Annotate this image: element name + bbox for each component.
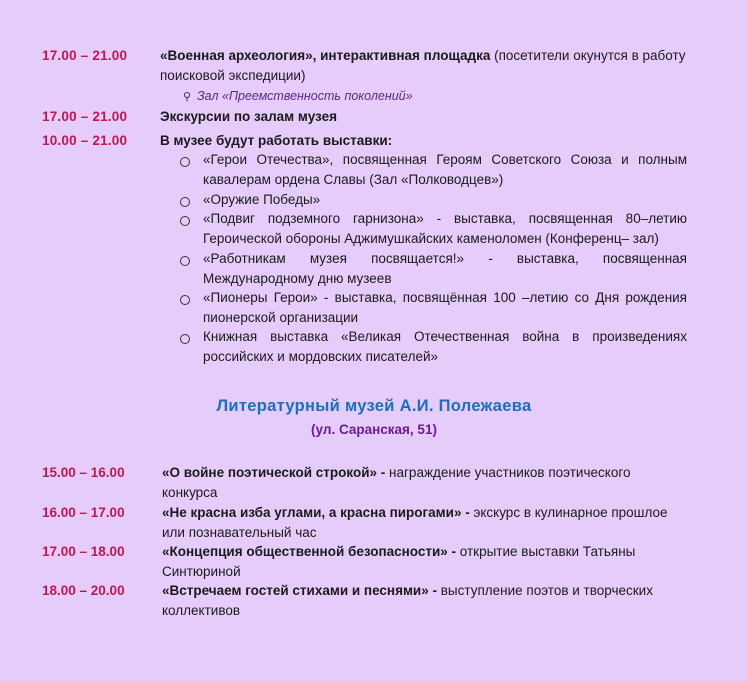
program-title: «Встречаем гостей стихами и песнями» - [162,583,437,598]
circle-bullet-icon [180,197,190,207]
program-detail-line2: или познавательный час [162,525,317,540]
list-item: «Работникам музея посвящается!» - выставка, посвященная [203,251,687,266]
program-detail-line2: конкурса [162,485,218,500]
event-time: 10.00 – 21.00 [42,133,128,148]
event-title: В музее будут работать выставки: [160,133,393,148]
list-item-line2: пионерской организации [203,310,359,325]
program-detail: открытие выставки Татьяны [456,544,636,559]
program-title: «Концепция общественной безопасности» - [162,544,457,559]
program-title: «Не красна изба углами, а красна пирогами» - [162,505,470,520]
event-detail: (посетители окунутся в работу [490,48,686,63]
list-item-line2: российских и мордовских писателей» [203,349,439,364]
list-item: «Подвиг подземного гарнизона» - выставка, посвященная 80–летию [203,211,687,226]
event-time: 17.00 – 21.00 [42,109,128,124]
location-text: Зал «Преемственность поколений» [197,89,413,103]
list-item-line2: Международному дню музеев [203,271,392,286]
event-title: Экскурсии по залам музея [160,109,337,124]
circle-bullet-icon [180,295,190,305]
list-item: «Оружие Победы» [203,192,321,207]
program-title: «О войне поэтической строкой» - [162,465,386,480]
event-title: «Военная археология», интерактивная площадка [160,48,491,63]
museum-title: Литературный музей А.И. Полежаева [216,397,532,415]
program-description [162,463,692,503]
circle-bullet-icon [180,256,190,266]
program-detail-line2: коллективов [162,603,241,618]
circle-bullet-icon [180,216,190,226]
program-time: 16.00 – 17.00 [42,505,125,520]
program-detail-line2: Синтюриной [162,564,241,579]
list-item-line2: Героической обороны Аджимушкайских каменоломен (Конференц– зал) [203,231,659,246]
event-detail-line2: поисковой экспедиции) [160,68,306,83]
program-description [162,581,692,621]
event-location [183,86,413,107]
list-item: «Пионеры Герои» - выставка, посвящённая 100 –летию со Дня рождения [203,290,687,305]
circle-bullet-icon [180,157,190,167]
event-description [160,46,690,86]
program-detail: выступление поэтов и творческих [436,583,653,598]
program-time: 18.00 – 20.00 [42,583,125,598]
circle-bullet-icon [180,334,190,344]
program-description [162,542,692,582]
program-detail: награждение участников поэтического [385,465,631,480]
program-time: 15.00 – 16.00 [42,465,125,480]
list-item: «Герои Отечества», посвященная Героям Советского Союза и полным [203,152,687,167]
list-item-line2: кавалерам ордена Славы (Зал «Полководцев») [203,172,504,187]
event-time: 17.00 – 21.00 [42,48,128,63]
program-description [162,503,692,543]
program-time: 17.00 – 18.00 [42,544,125,559]
museum-address: (ул. Саранская, 51) [311,422,437,437]
list-item: Книжная выставка «Великая Отечественная война в произведениях [203,329,687,344]
map-pin-icon: ⚲ [183,91,192,103]
program-detail: экскурс в кулинарное прошлое [469,505,668,520]
